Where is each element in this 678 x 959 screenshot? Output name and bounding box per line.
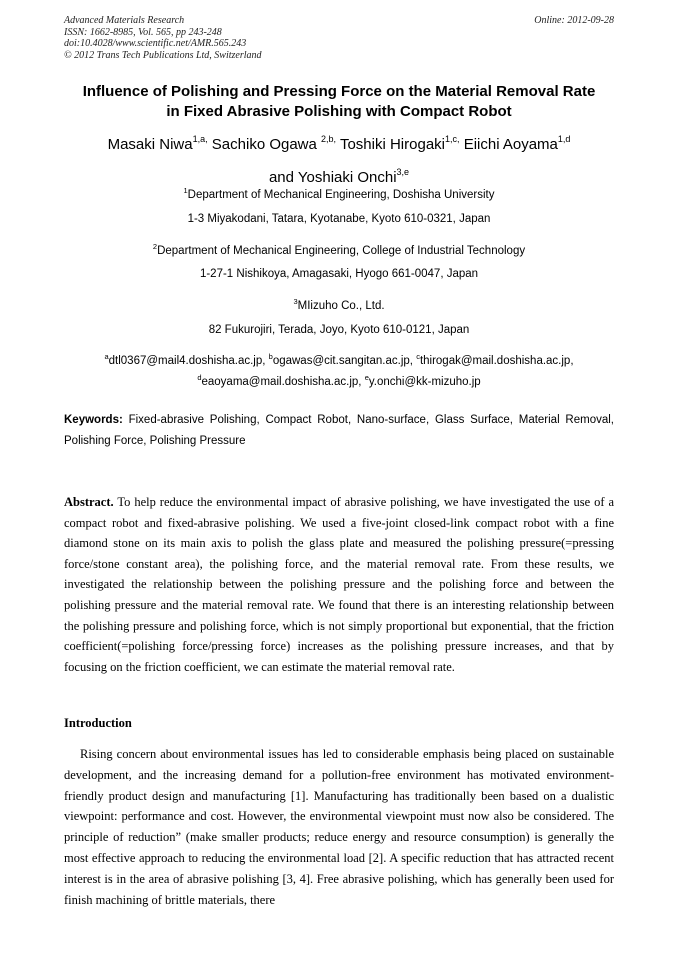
affiliation-3-address: 82 Fukurojiri, Terada, Joyo, Kyoto 610-0121, Japan: [208, 324, 470, 336]
online-date: Online: 2012-09-28: [534, 15, 614, 26]
email-line-2: [40, 371, 638, 389]
title-line-2: in Fixed Abrasive Polishing with Compact Robot: [166, 102, 512, 120]
author-name: Masaki Niwa: [107, 136, 193, 153]
email-address[interactable]: dtl0367@mail4.doshisha.ac.jp,: [108, 354, 266, 367]
author-list: [40, 126, 638, 192]
keywords-section: [64, 410, 614, 452]
keywords-label: Keywords:: [64, 414, 123, 426]
email-mark: e: [364, 373, 369, 382]
author-name: Eiichi Aoyama: [463, 136, 558, 153]
abstract-label: Abstract.: [64, 495, 114, 509]
email-address[interactable]: thirogak@mail.doshisha.ac.jp,: [419, 354, 574, 367]
affiliation-2-name: $^2$Department of Mechanical Engineering, College of Industrial Technology: [152, 242, 526, 257]
author-affiliation-mark: 2,b,: [321, 134, 337, 144]
copyright-line: © 2012 Trans Tech Publications Ltd, Switzerland: [64, 49, 262, 61]
email-mark: d: [197, 373, 202, 382]
email-mark: a: [104, 352, 109, 361]
author-name: Sachiko Ogawa: [211, 136, 317, 153]
journal-name: Advanced Materials Research: [64, 15, 185, 26]
affiliation-2-address: 1-27-1 Nishikoya, Amagasaki, Hyogo 661-0047, Japan: [199, 268, 479, 280]
author-affiliation-mark: 3,e: [396, 167, 410, 177]
author-affiliation-mark: 1,a,: [192, 134, 208, 144]
affiliation-3-name: $^3$MIizuho Co., Ltd.: [293, 297, 385, 312]
affiliation-1-name: $^1$Department of Mechanical Engineering, Doshisha University: [183, 186, 495, 201]
issn-line: ISSN: 1662-8985, Vol. 565, pp 243-248: [64, 26, 222, 38]
affiliation-mark: 1: [183, 186, 188, 195]
email-mark: b: [268, 352, 273, 361]
author-name: Toshiki Hirogaki: [339, 136, 445, 153]
author-line-1: [40, 126, 638, 159]
email-line-1: [40, 350, 638, 368]
email-address[interactable]: eaoyama@mail.doshisha.ac.jp,: [201, 375, 362, 388]
affiliation-mark: 3: [293, 297, 298, 306]
author-affiliation-mark: 1,c,: [445, 134, 460, 144]
abstract-section: [64, 492, 614, 677]
affiliation-mark: 2: [152, 242, 158, 251]
affiliation-1-address: 1-3 Miyakodani, Tatara, Kyotanabe, Kyoto 610-0321, Japan: [187, 213, 491, 225]
author-name: Yoshiaki Onchi: [297, 169, 397, 186]
email-mark: c: [416, 352, 420, 361]
doi-line: doi:10.4028/www.scientific.net/AMR.565.243: [64, 38, 247, 49]
keywords-text: Fixed-abrasive Polishing, Compact Robot, Nano-surface, Glass Surface, Material Removal, Polishing Force, Polishing Pressure: [64, 414, 614, 447]
email-address[interactable]: y.onchi@kk-mizuho.jp: [368, 375, 481, 388]
email-address[interactable]: ogawas@cit.sangitan.ac.jp,: [272, 354, 413, 367]
author-conjunction: and: [268, 169, 294, 186]
author-affiliation-mark: 1,d: [557, 134, 571, 144]
paper-title: [40, 82, 638, 121]
introduction-heading: Introduction: [64, 716, 132, 730]
journal-header: [64, 15, 262, 61]
introduction-paragraph: Rising concern about environmental issues has led to considerable emphasis being placed on sustainable development, and the increasing demand for a pollution-free environment has motivated environment-friendly product design and manufacturing [1]. Manufacturing has traditionally been based on a dualistic viewpoint: performance and cost. However, the environmental viewpoint must now also be considered. The principle of reduction” (make smaller products; reduce energy and resource consumption) is generally the most effective approach to reducing the environmental load [2]. A specific reduction that has attracted recent interest is in the area of abrasive polishing [3, 4]. Free abrasive polishing, which has generally been used for finish machining of brittle materials, there: [64, 747, 614, 907]
abstract-text: To help reduce the environmental impact of abrasive polishing, we have investigated the use of a compact robot and fixed-abrasive polishing. We used a five-joint closed-link compact robot with a fine diamond stone on its main axis to polish the glass plate and measured the polishing pressure(=pressing force/stone constant area), the polishing force, and the material removal rate. From these results, we investigated the relationship between the polishing pressure and the polishing force and between the polishing pressure and the material removal rate. We found that there is an interesting relationship between the polishing pressure and polishing force, which is not simply proportional but exponential, that the friction coefficient(=polishing force/pressing force) increases as the polishing pressure increases, and that by focusing on the friction coefficient, we can estimate the material removal rate.: [64, 495, 614, 674]
title-line-1: Influence of Polishing and Pressing Force on the Material Removal Rate: [82, 83, 596, 100]
